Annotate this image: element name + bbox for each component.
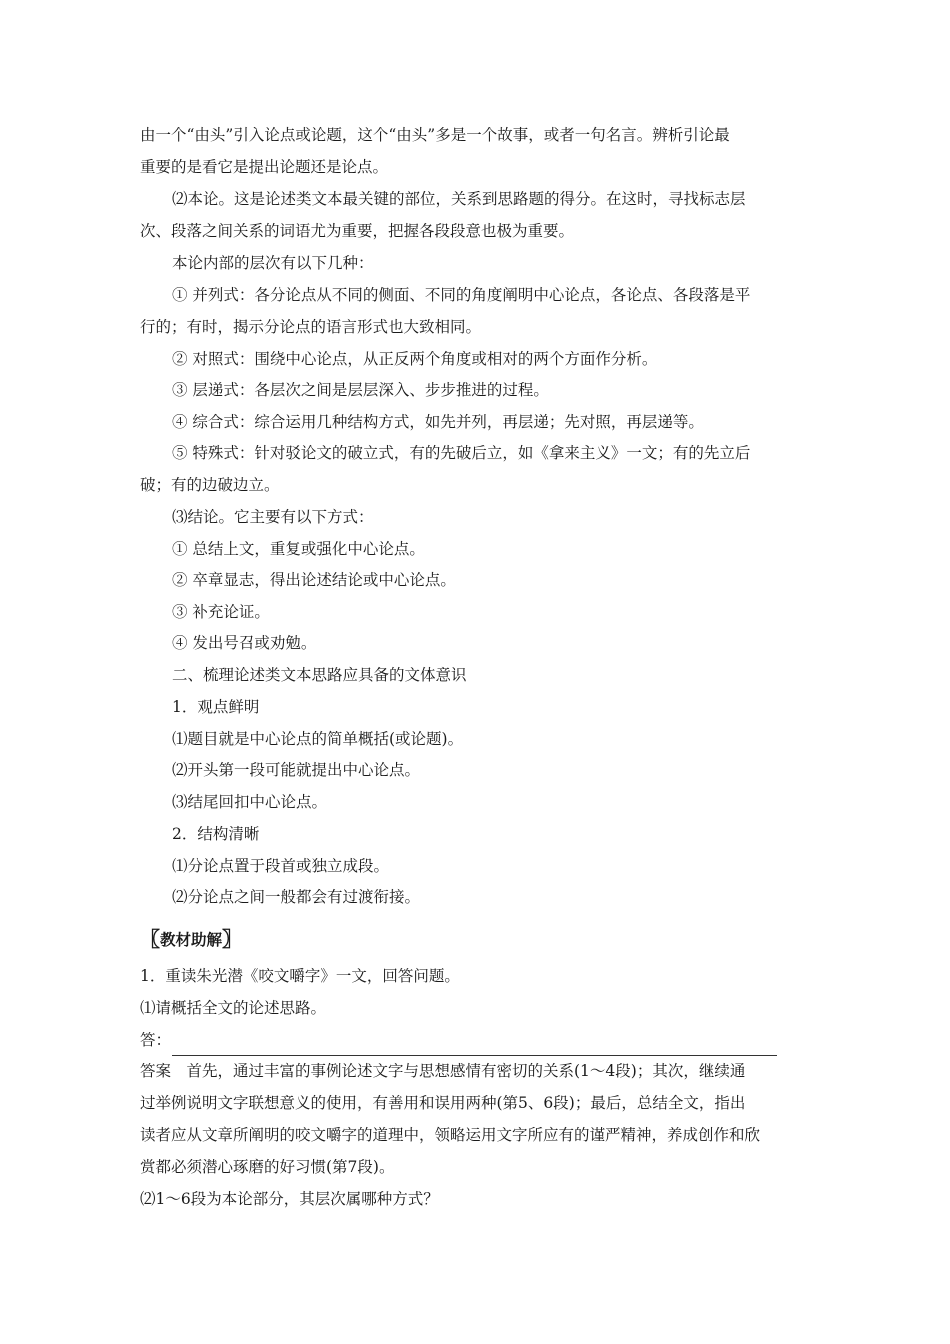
section-subtitle: 二、梳理论述类文本思路应具备的文体意识: [172, 666, 467, 684]
list-item: ② 卒章显志，得出论述结论或中心论点。: [172, 571, 456, 589]
list-item: ① 并列式：各分论点从不同的侧面、不同的角度阐明中心论点，各论点、各段落是平: [172, 286, 751, 304]
point-heading: 2．结构清晰: [172, 825, 260, 843]
list-item: ④ 综合式：综合运用几种结构方式，如先并列，再层递；先对照，再层递等。: [172, 413, 704, 431]
answer-label: 答：: [140, 1031, 172, 1049]
paragraph-line: 重要的是看它是提出论题还是论点。: [140, 158, 389, 176]
paragraph-line: 由一个“由头”引入论点或论题，这个“由头”多是一个故事，或者一句名言。辨析引论最: [140, 126, 730, 144]
list-item: ① 总结上文，重复或强化中心论点。: [172, 540, 425, 558]
paragraph-line: ⑶结论。它主要有以下方式：: [172, 508, 374, 526]
paragraph-line: 次、段落之间关系的词语尤为重要，把握各段段意也极为重要。: [140, 222, 575, 240]
bracket-open: 〖: [140, 927, 160, 951]
paragraph-line: 本论内部的层次有以下几种：: [172, 254, 374, 272]
point-heading: 1．观点鲜明: [172, 698, 260, 716]
sub-question: ⑴请概括全文的论述思路。: [140, 999, 327, 1017]
answer-text: 读者应从文章所阐明的咬文嚼字的道理中，领略运用文字所应有的谨严精神，养成创作和欣: [140, 1126, 761, 1144]
list-item: ⑤ 特殊式：针对驳论文的破立式，有的先破后立，如《拿来主义》一文；有的先立后: [172, 444, 751, 462]
bracket-close: 〗: [222, 927, 243, 951]
answer-text: 赏都必须潜心琢磨的好习惯(第7段)。: [140, 1158, 395, 1176]
sub-question: ⑵1～6段为本论部分，其层次属哪种方式？: [140, 1190, 439, 1208]
list-item: ⑶结尾回扣中心论点。: [172, 793, 328, 811]
list-item: ③ 层递式：各层次之间是层层深入、步步推进的过程。: [172, 381, 549, 399]
list-item: ⑵分论点之间一般都会有过渡衔接。: [172, 888, 421, 906]
answer-text: 答案 首先，通过丰富的事例论述文字与思想感情有密切的关系(1～4段)；其次，继续通: [140, 1062, 746, 1080]
paragraph-line: ⑵本论。这是论述类文本最关键的部位，关系到思路题的得分。在这时，寻找标志层: [172, 190, 746, 208]
paragraph-line: 行的；有时，揭示分论点的语言形式也大致相同。: [140, 318, 482, 336]
section-title: 教材助解: [160, 931, 223, 949]
list-item: ⑵开头第一段可能就提出中心论点。: [172, 761, 421, 779]
list-item: ③ 补充论证。: [172, 603, 270, 621]
question: 1．重读朱光潜《咬文嚼字》一文，回答问题。: [140, 967, 460, 985]
list-item: ④ 发出号召或劝勉。: [172, 634, 317, 652]
list-item: ② 对照式：围绕中心论点，从正反两个角度或相对的两个方面作分析。: [172, 350, 658, 368]
section-heading: [140, 928, 242, 951]
list-item: ⑴分论点置于段首或独立成段。: [172, 857, 390, 875]
answer-text: 过举例说明文字联想意义的使用，有善用和误用两种(第5、6段)；最后，总结全文，指出: [140, 1094, 746, 1112]
paragraph-line: 破；有的边破边立。: [140, 476, 280, 494]
list-item: ⑴题目就是中心论点的简单概括(或论题)。: [172, 730, 464, 748]
answer-blank-line: [172, 1055, 777, 1056]
